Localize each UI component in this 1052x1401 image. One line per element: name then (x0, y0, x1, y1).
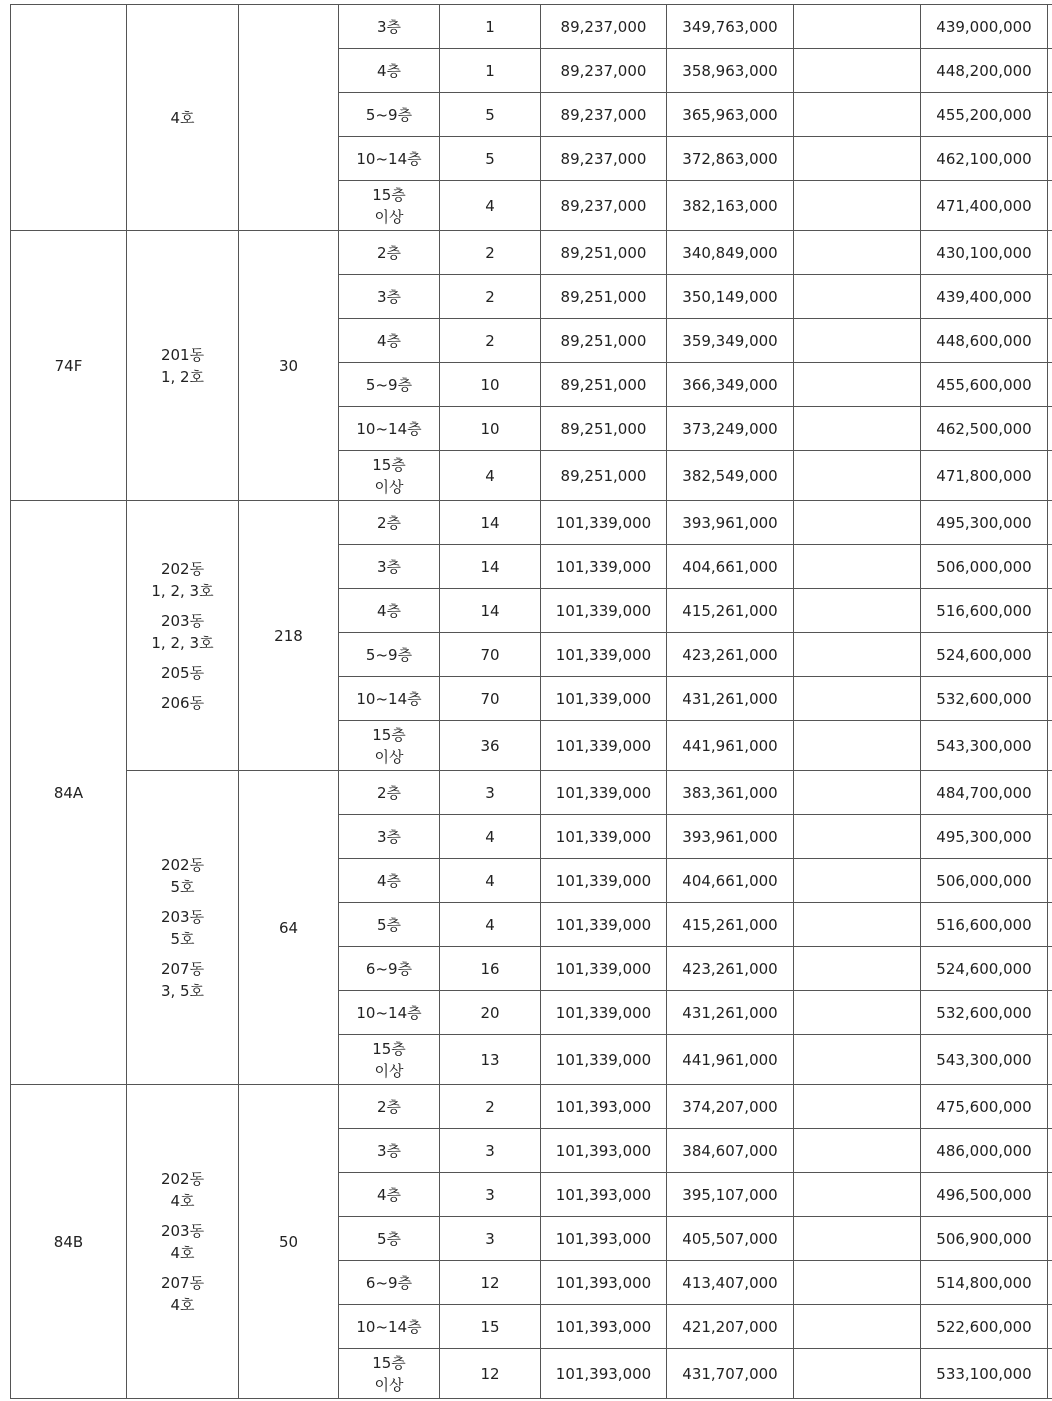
units-cell: 14 (440, 545, 541, 589)
trailing-cell (1048, 1305, 1052, 1349)
building-price-cell: 393,961,000 (667, 501, 794, 545)
trailing-cell (1048, 319, 1052, 363)
table-row (11, 1085, 1052, 1129)
floor-cell: 5~9층 (339, 363, 440, 407)
trailing-cell (1048, 589, 1052, 633)
total-price-cell: 495,300,000 (921, 815, 1048, 859)
vat-cell (794, 137, 921, 181)
trailing-cell (1048, 1261, 1052, 1305)
trailing-cell (1048, 93, 1052, 137)
building-price-cell: 358,963,000 (667, 49, 794, 93)
trailing-cell (1048, 991, 1052, 1035)
trailing-cell (1048, 5, 1052, 49)
total-price-cell: 448,200,000 (921, 49, 1048, 93)
floor-cell: 3층 (339, 5, 440, 49)
building-price-cell: 404,661,000 (667, 859, 794, 903)
housing-type-cell: 74F (11, 231, 127, 501)
building-price-cell: 372,863,000 (667, 137, 794, 181)
dong-ho-cell (127, 501, 239, 771)
total-price-cell: 462,500,000 (921, 407, 1048, 451)
vat-cell (794, 5, 921, 49)
units-cell: 4 (440, 451, 541, 501)
total-price-cell: 486,000,000 (921, 1129, 1048, 1173)
floor-cell: 5~9층 (339, 633, 440, 677)
floor-cell: 3층 (339, 815, 440, 859)
floor-cell: 4층 (339, 49, 440, 93)
dong-ho-label: 203동 5호 (160, 907, 205, 948)
floor-cell: 4층 (339, 589, 440, 633)
units-cell: 13 (440, 1035, 541, 1085)
floor-cell: 2층 (339, 1085, 440, 1129)
land-price-cell: 89,237,000 (541, 5, 667, 49)
units-cell: 70 (440, 677, 541, 721)
land-price-cell: 89,251,000 (541, 275, 667, 319)
vat-cell (794, 771, 921, 815)
floor-cell: 15층 이상 (339, 451, 440, 501)
land-price-cell: 101,339,000 (541, 545, 667, 589)
land-price-cell: 89,237,000 (541, 93, 667, 137)
units-cell: 20 (440, 991, 541, 1035)
dong-ho-label: 4호 (170, 108, 195, 127)
vat-cell (794, 1261, 921, 1305)
land-price-cell: 101,393,000 (541, 1173, 667, 1217)
dong-ho-label: 203동 4호 (160, 1221, 205, 1262)
units-cell: 4 (440, 903, 541, 947)
land-price-cell: 101,339,000 (541, 991, 667, 1035)
building-price-cell: 415,261,000 (667, 903, 794, 947)
land-price-cell: 101,339,000 (541, 677, 667, 721)
vat-cell (794, 633, 921, 677)
trailing-cell (1048, 721, 1052, 771)
vat-cell (794, 231, 921, 275)
household-count-cell: 64 (239, 771, 339, 1085)
building-price-cell: 405,507,000 (667, 1217, 794, 1261)
building-price-cell: 359,349,000 (667, 319, 794, 363)
trailing-cell (1048, 1085, 1052, 1129)
dong-ho-label: 206동 (160, 693, 205, 712)
floor-cell: 5층 (339, 1217, 440, 1261)
total-price-cell: 430,100,000 (921, 231, 1048, 275)
trailing-cell (1048, 231, 1052, 275)
floor-cell: 2층 (339, 771, 440, 815)
dong-ho-label: 207동 4호 (160, 1273, 205, 1314)
total-price-cell: 484,700,000 (921, 771, 1048, 815)
land-price-cell: 89,251,000 (541, 451, 667, 501)
table-row (11, 771, 1052, 815)
floor-cell: 3층 (339, 545, 440, 589)
price-table (10, 4, 1052, 1399)
total-price-cell: 506,000,000 (921, 545, 1048, 589)
land-price-cell: 101,339,000 (541, 1035, 667, 1085)
vat-cell (794, 721, 921, 771)
trailing-cell (1048, 859, 1052, 903)
trailing-cell (1048, 501, 1052, 545)
units-cell: 14 (440, 501, 541, 545)
building-price-cell: 393,961,000 (667, 815, 794, 859)
total-price-cell: 514,800,000 (921, 1261, 1048, 1305)
dong-ho-cell (127, 1085, 239, 1399)
floor-cell: 15층 이상 (339, 1035, 440, 1085)
building-price-cell: 383,361,000 (667, 771, 794, 815)
building-price-cell: 421,207,000 (667, 1305, 794, 1349)
floor-cell: 10~14층 (339, 407, 440, 451)
floor-cell: 5~9층 (339, 93, 440, 137)
total-price-cell: 532,600,000 (921, 677, 1048, 721)
units-cell: 3 (440, 771, 541, 815)
floor-cell: 10~14층 (339, 677, 440, 721)
land-price-cell: 101,339,000 (541, 859, 667, 903)
trailing-cell (1048, 903, 1052, 947)
total-price-cell: 506,000,000 (921, 859, 1048, 903)
units-cell: 12 (440, 1261, 541, 1305)
vat-cell (794, 363, 921, 407)
dong-ho-label: 201동 1, 2호 (160, 345, 205, 386)
units-cell: 5 (440, 137, 541, 181)
trailing-cell (1048, 363, 1052, 407)
vat-cell (794, 451, 921, 501)
total-price-cell: 439,000,000 (921, 5, 1048, 49)
units-cell: 3 (440, 1129, 541, 1173)
units-cell: 5 (440, 93, 541, 137)
total-price-cell: 506,900,000 (921, 1217, 1048, 1261)
dong-ho-cell (127, 771, 239, 1085)
land-price-cell: 89,251,000 (541, 231, 667, 275)
vat-cell (794, 1173, 921, 1217)
total-price-cell: 471,800,000 (921, 451, 1048, 501)
trailing-cell (1048, 451, 1052, 501)
floor-cell: 4층 (339, 859, 440, 903)
floor-cell: 10~14층 (339, 991, 440, 1035)
dong-ho-label: 205동 (160, 663, 205, 682)
land-price-cell: 101,339,000 (541, 771, 667, 815)
dong-ho-label: 202동 1, 2, 3호 (151, 559, 214, 600)
dong-ho-cell (127, 231, 239, 501)
units-cell: 12 (440, 1349, 541, 1399)
vat-cell (794, 1349, 921, 1399)
building-price-cell: 350,149,000 (667, 275, 794, 319)
dong-ho-cell (127, 5, 239, 231)
units-cell: 2 (440, 231, 541, 275)
floor-cell: 4층 (339, 319, 440, 363)
units-cell: 4 (440, 815, 541, 859)
vat-cell (794, 49, 921, 93)
building-price-cell: 404,661,000 (667, 545, 794, 589)
building-price-cell: 349,763,000 (667, 5, 794, 49)
total-price-cell: 516,600,000 (921, 903, 1048, 947)
trailing-cell (1048, 1349, 1052, 1399)
building-price-cell: 382,163,000 (667, 181, 794, 231)
land-price-cell: 89,237,000 (541, 49, 667, 93)
housing-type-cell: 84A (11, 501, 127, 1085)
units-cell: 2 (440, 275, 541, 319)
building-price-cell: 340,849,000 (667, 231, 794, 275)
total-price-cell: 524,600,000 (921, 947, 1048, 991)
floor-cell: 15층 이상 (339, 181, 440, 231)
trailing-cell (1048, 275, 1052, 319)
units-cell: 70 (440, 633, 541, 677)
total-price-cell: 522,600,000 (921, 1305, 1048, 1349)
building-price-cell: 415,261,000 (667, 589, 794, 633)
vat-cell (794, 1129, 921, 1173)
vat-cell (794, 1035, 921, 1085)
vat-cell (794, 407, 921, 451)
land-price-cell: 101,339,000 (541, 947, 667, 991)
land-price-cell: 89,251,000 (541, 407, 667, 451)
total-price-cell: 462,100,000 (921, 137, 1048, 181)
units-cell: 3 (440, 1217, 541, 1261)
building-price-cell: 423,261,000 (667, 947, 794, 991)
trailing-cell (1048, 1129, 1052, 1173)
vat-cell (794, 1085, 921, 1129)
land-price-cell: 89,251,000 (541, 319, 667, 363)
floor-cell: 3층 (339, 1129, 440, 1173)
building-price-cell: 366,349,000 (667, 363, 794, 407)
vat-cell (794, 1305, 921, 1349)
floor-cell: 6~9층 (339, 1261, 440, 1305)
floor-cell: 4층 (339, 1173, 440, 1217)
trailing-cell (1048, 407, 1052, 451)
floor-cell: 5층 (339, 903, 440, 947)
building-price-cell: 374,207,000 (667, 1085, 794, 1129)
total-price-cell: 524,600,000 (921, 633, 1048, 677)
table-row (11, 231, 1052, 275)
floor-cell: 15층 이상 (339, 721, 440, 771)
price-table-body (11, 5, 1052, 1399)
floor-cell: 2층 (339, 501, 440, 545)
units-cell: 16 (440, 947, 541, 991)
vat-cell (794, 319, 921, 363)
trailing-cell (1048, 815, 1052, 859)
total-price-cell: 543,300,000 (921, 721, 1048, 771)
floor-cell: 2층 (339, 231, 440, 275)
land-price-cell: 101,393,000 (541, 1305, 667, 1349)
trailing-cell (1048, 1173, 1052, 1217)
units-cell: 14 (440, 589, 541, 633)
building-price-cell: 365,963,000 (667, 93, 794, 137)
trailing-cell (1048, 1217, 1052, 1261)
trailing-cell (1048, 633, 1052, 677)
vat-cell (794, 275, 921, 319)
total-price-cell: 543,300,000 (921, 1035, 1048, 1085)
floor-cell: 6~9층 (339, 947, 440, 991)
vat-cell (794, 947, 921, 991)
housing-type-cell (11, 5, 127, 231)
trailing-cell (1048, 947, 1052, 991)
housing-type-cell: 84B (11, 1085, 127, 1399)
land-price-cell: 89,251,000 (541, 363, 667, 407)
trailing-cell (1048, 545, 1052, 589)
land-price-cell: 101,339,000 (541, 815, 667, 859)
dong-ho-label: 202동 4호 (160, 1169, 205, 1210)
vat-cell (794, 1217, 921, 1261)
trailing-cell (1048, 49, 1052, 93)
land-price-cell: 101,393,000 (541, 1217, 667, 1261)
building-price-cell: 441,961,000 (667, 721, 794, 771)
units-cell: 4 (440, 181, 541, 231)
table-row (11, 501, 1052, 545)
total-price-cell: 496,500,000 (921, 1173, 1048, 1217)
total-price-cell: 516,600,000 (921, 589, 1048, 633)
table-row (11, 5, 1052, 49)
vat-cell (794, 903, 921, 947)
building-price-cell: 441,961,000 (667, 1035, 794, 1085)
building-price-cell: 423,261,000 (667, 633, 794, 677)
dong-ho-label: 203동 1, 2, 3호 (151, 611, 214, 652)
dong-ho-label: 207동 3, 5호 (160, 959, 205, 1000)
units-cell: 1 (440, 5, 541, 49)
floor-cell: 3층 (339, 275, 440, 319)
total-price-cell: 455,600,000 (921, 363, 1048, 407)
vat-cell (794, 677, 921, 721)
trailing-cell (1048, 1035, 1052, 1085)
land-price-cell: 101,339,000 (541, 903, 667, 947)
units-cell: 2 (440, 1085, 541, 1129)
land-price-cell: 101,339,000 (541, 501, 667, 545)
units-cell: 2 (440, 319, 541, 363)
trailing-cell (1048, 677, 1052, 721)
units-cell: 3 (440, 1173, 541, 1217)
units-cell: 4 (440, 859, 541, 903)
floor-cell: 10~14층 (339, 1305, 440, 1349)
land-price-cell: 89,237,000 (541, 181, 667, 231)
total-price-cell: 448,600,000 (921, 319, 1048, 363)
building-price-cell: 395,107,000 (667, 1173, 794, 1217)
land-price-cell: 101,393,000 (541, 1349, 667, 1399)
total-price-cell: 532,600,000 (921, 991, 1048, 1035)
building-price-cell: 373,249,000 (667, 407, 794, 451)
building-price-cell: 431,707,000 (667, 1349, 794, 1399)
building-price-cell: 384,607,000 (667, 1129, 794, 1173)
vat-cell (794, 991, 921, 1035)
units-cell: 1 (440, 49, 541, 93)
total-price-cell: 495,300,000 (921, 501, 1048, 545)
total-price-cell: 475,600,000 (921, 1085, 1048, 1129)
land-price-cell: 101,339,000 (541, 589, 667, 633)
units-cell: 36 (440, 721, 541, 771)
vat-cell (794, 589, 921, 633)
units-cell: 10 (440, 363, 541, 407)
trailing-cell (1048, 771, 1052, 815)
land-price-cell: 101,393,000 (541, 1261, 667, 1305)
household-count-cell: 218 (239, 501, 339, 771)
trailing-cell (1048, 137, 1052, 181)
total-price-cell: 471,400,000 (921, 181, 1048, 231)
units-cell: 15 (440, 1305, 541, 1349)
building-price-cell: 382,549,000 (667, 451, 794, 501)
dong-ho-label: 202동 5호 (160, 855, 205, 896)
building-price-cell: 431,261,000 (667, 991, 794, 1035)
units-cell: 10 (440, 407, 541, 451)
total-price-cell: 455,200,000 (921, 93, 1048, 137)
trailing-cell (1048, 181, 1052, 231)
land-price-cell: 101,393,000 (541, 1129, 667, 1173)
vat-cell (794, 181, 921, 231)
household-count-cell: 30 (239, 231, 339, 501)
household-count-cell (239, 5, 339, 231)
land-price-cell: 101,339,000 (541, 721, 667, 771)
total-price-cell: 533,100,000 (921, 1349, 1048, 1399)
vat-cell (794, 545, 921, 589)
vat-cell (794, 859, 921, 903)
floor-cell: 10~14층 (339, 137, 440, 181)
building-price-cell: 413,407,000 (667, 1261, 794, 1305)
building-price-cell: 431,261,000 (667, 677, 794, 721)
vat-cell (794, 93, 921, 137)
land-price-cell: 101,393,000 (541, 1085, 667, 1129)
land-price-cell: 89,237,000 (541, 137, 667, 181)
vat-cell (794, 815, 921, 859)
vat-cell (794, 501, 921, 545)
land-price-cell: 101,339,000 (541, 633, 667, 677)
household-count-cell: 50 (239, 1085, 339, 1399)
total-price-cell: 439,400,000 (921, 275, 1048, 319)
floor-cell: 15층 이상 (339, 1349, 440, 1399)
